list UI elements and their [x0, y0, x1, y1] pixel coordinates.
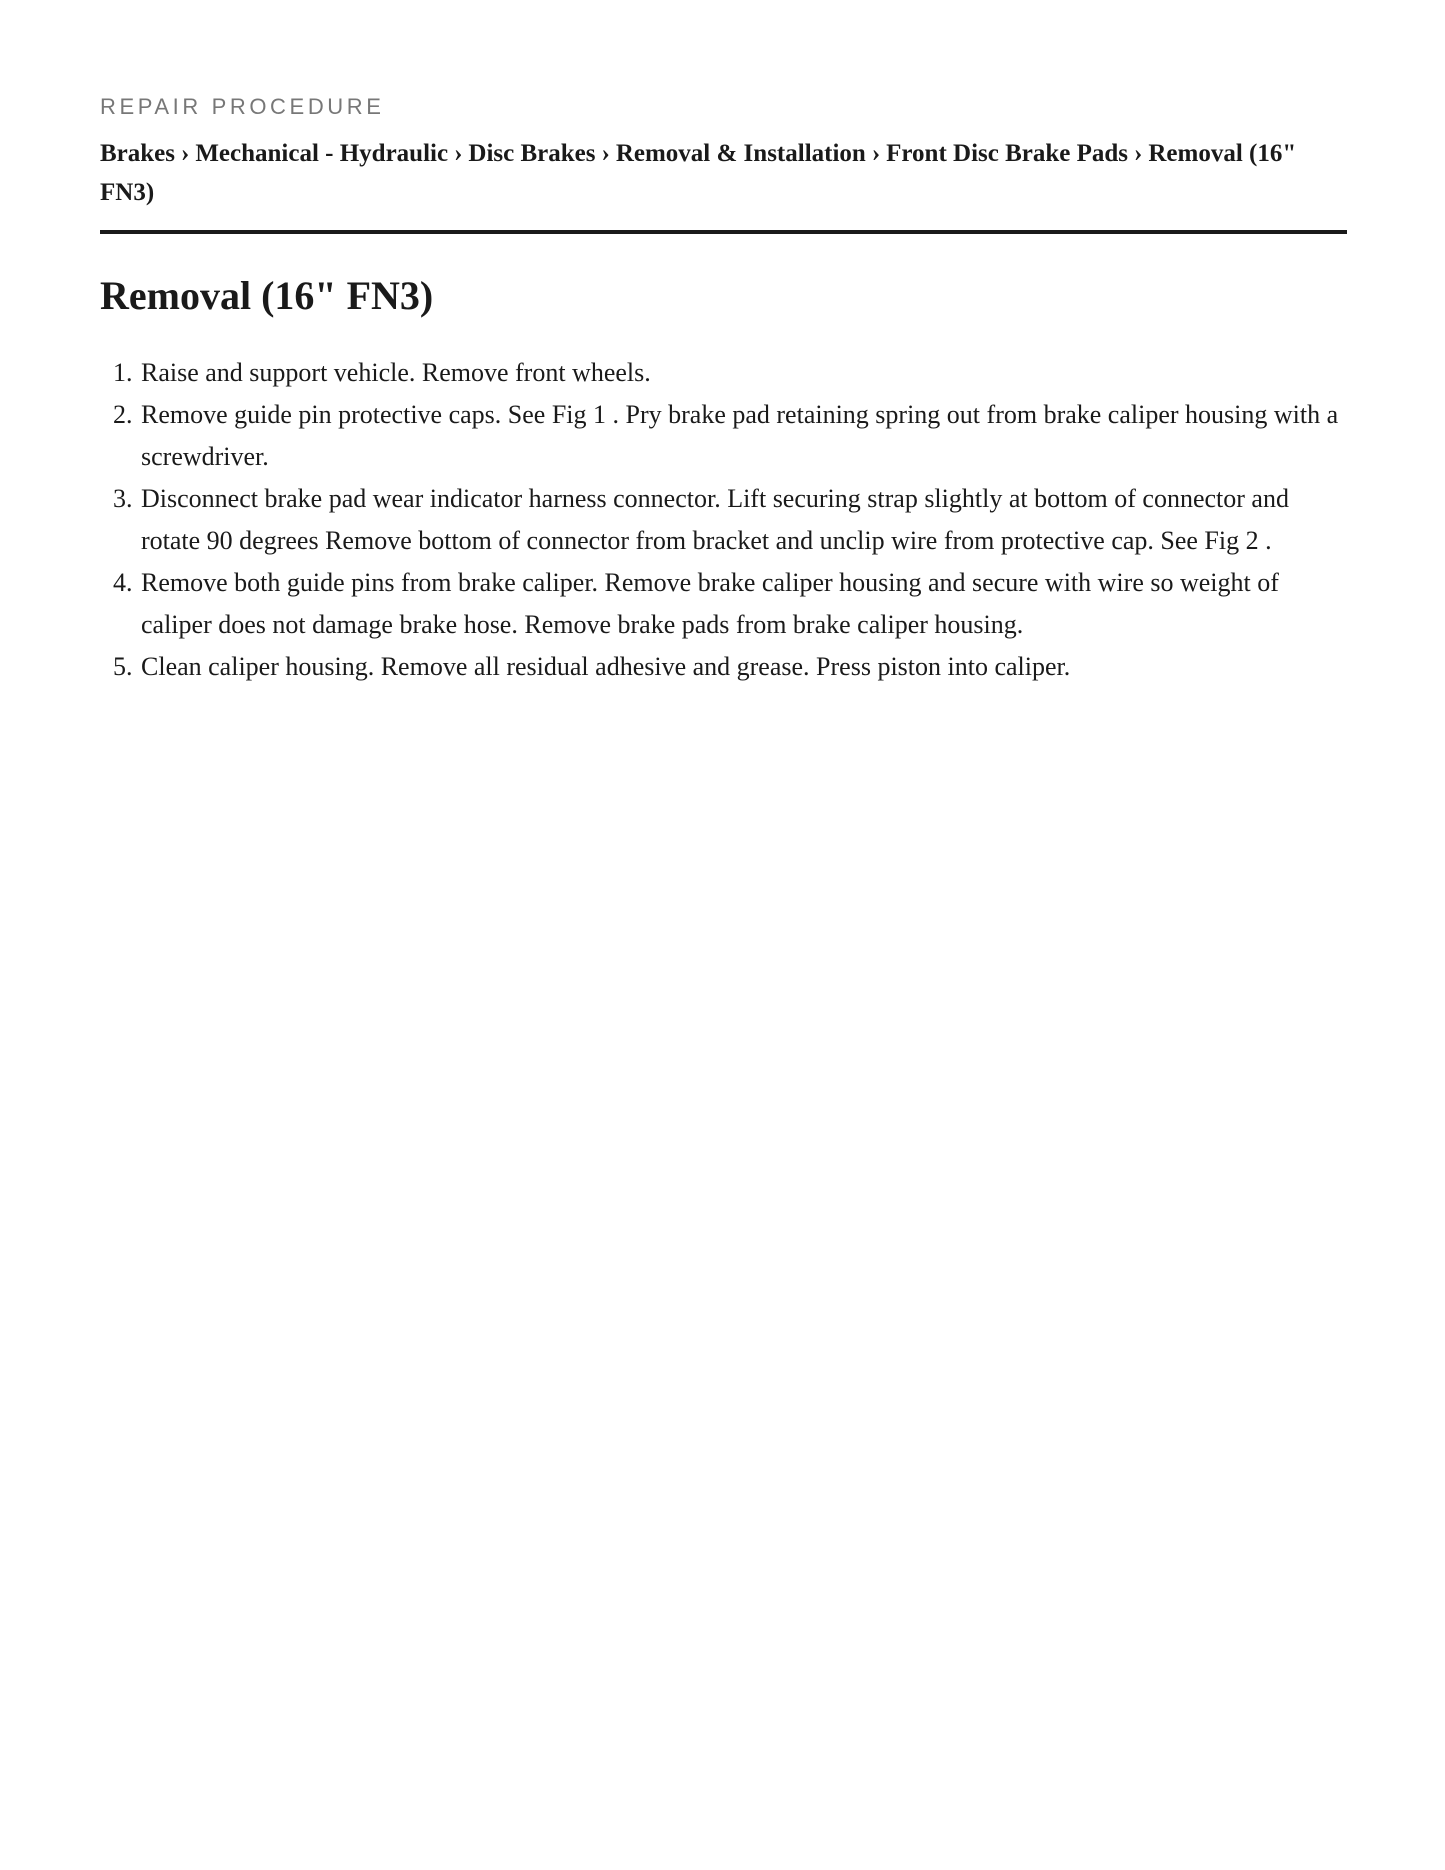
breadcrumb	[100, 134, 1347, 234]
procedure-steps-list	[100, 352, 1347, 688]
breadcrumb-item-brakes[interactable]: Brakes	[100, 140, 175, 167]
breadcrumb-separator: ›	[181, 140, 190, 167]
breadcrumb-item-disc-brakes[interactable]: Disc Brakes	[468, 140, 596, 167]
document-page	[100, 94, 1347, 688]
procedure-step: 3. Disconnect brake pad wear indicator harness connector. Lift securing strap slightly at bottom of connector and rotate 90 degrees Remove bottom of connector from bracket and unclip wire from protective cap. See Fig 2 .	[139, 478, 1347, 562]
breadcrumb-separator: ›	[871, 140, 881, 167]
procedure-step: 2. Remove guide pin protective caps. See Fig 1 . Pry brake pad retaining spring out from brake caliper housing with a screwdriver.	[139, 394, 1347, 478]
breadcrumb-item-mechanical-hydraulic[interactable]: Mechanical - Hydraulic	[195, 140, 449, 167]
breadcrumb-separator: ›	[1134, 140, 1143, 167]
procedure-step: 1. Raise and support vehicle. Remove front wheels.	[139, 352, 1347, 394]
document-type-label: REPAIR PROCEDURE	[100, 94, 385, 119]
procedure-step: 5. Clean caliper housing. Remove all residual adhesive and grease. Press piston into caliper.	[139, 646, 1347, 688]
breadcrumb-item-removal-installation[interactable]: Removal & Installation	[615, 140, 866, 167]
procedure-step: 4. Remove both guide pins from brake caliper. Remove brake caliper housing and secure with wire so weight of caliper does not damage brake hose. Remove brake pads from brake caliper housing.	[139, 562, 1347, 646]
breadcrumb-item-front-disc-brake-pads[interactable]: Front Disc Brake Pads	[886, 140, 1129, 167]
page-title: Removal (16" FN3)	[100, 273, 434, 318]
breadcrumb-separator: ›	[454, 140, 463, 167]
breadcrumb-separator: ›	[601, 140, 610, 167]
breadcrumb-item-current-page: Removal (16" FN3)	[100, 140, 1297, 206]
